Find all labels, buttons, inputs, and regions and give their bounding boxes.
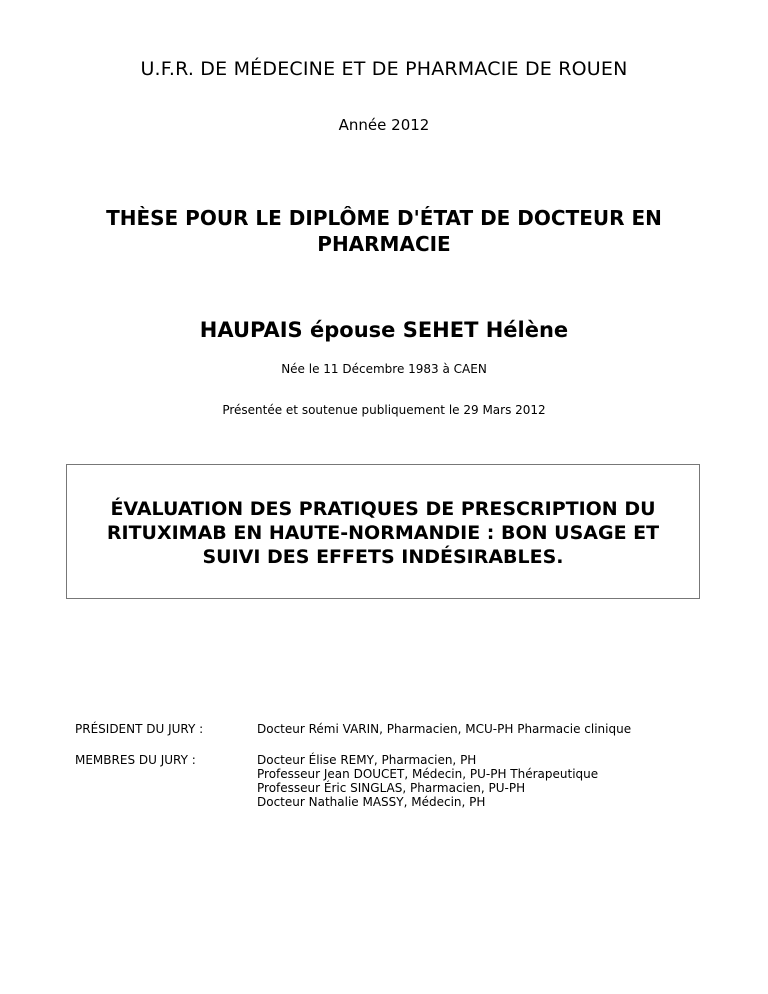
university-heading: U.F.R. DE MÉDECINE ET DE PHARMACIE DE ROUEN bbox=[140, 58, 628, 80]
jury-member-4: Docteur Nathalie MASSY, Médecin, PH bbox=[257, 795, 486, 809]
jury-member-3: Professeur Éric SINGLAS, Pharmacien, PU-PH bbox=[257, 781, 526, 795]
thesis-degree-title-line-2: PHARMACIE bbox=[317, 232, 451, 256]
defense-date: Présentée et soutenue publiquement le 29 Mars 2012 bbox=[222, 403, 546, 417]
thesis-subject-box bbox=[66, 464, 700, 599]
jury-president-label: PRÉSIDENT DU JURY : bbox=[75, 722, 204, 736]
author-birth-info: Née le 11 Décembre 1983 à CAEN bbox=[281, 362, 487, 376]
jury-members-list bbox=[257, 753, 598, 809]
thesis-subject-line-2: RITUXIMAB EN HAUTE-NORMANDIE : BON USAGE ET bbox=[106, 522, 660, 544]
author-name: HAUPAIS épouse SEHET Hélène bbox=[199, 318, 569, 342]
thesis-degree-title-line-1: THÈSE POUR LE DIPLÔME D'ÉTAT DE DOCTEUR EN bbox=[106, 206, 662, 230]
academic-year: Année 2012 bbox=[338, 116, 430, 134]
thesis-degree-title bbox=[0, 205, 768, 257]
jury-president: Docteur Rémi VARIN, Pharmacien, MCU-PH Pharmacie clinique bbox=[257, 722, 632, 736]
jury-member-1: Docteur Élise REMY, Pharmacien, PH bbox=[257, 753, 477, 767]
thesis-subject-title bbox=[67, 497, 699, 569]
thesis-subject-line-3: SUIVI DES EFFETS INDÉSIRABLES. bbox=[202, 546, 564, 568]
jury-members-label: MEMBRES DU JURY : bbox=[75, 753, 196, 767]
jury-member-2: Professeur Jean DOUCET, Médecin, PU-PH Thérapeutique bbox=[257, 767, 599, 781]
thesis-subject-line-1: ÉVALUATION DES PRATIQUES DE PRESCRIPTION DU bbox=[110, 498, 656, 520]
